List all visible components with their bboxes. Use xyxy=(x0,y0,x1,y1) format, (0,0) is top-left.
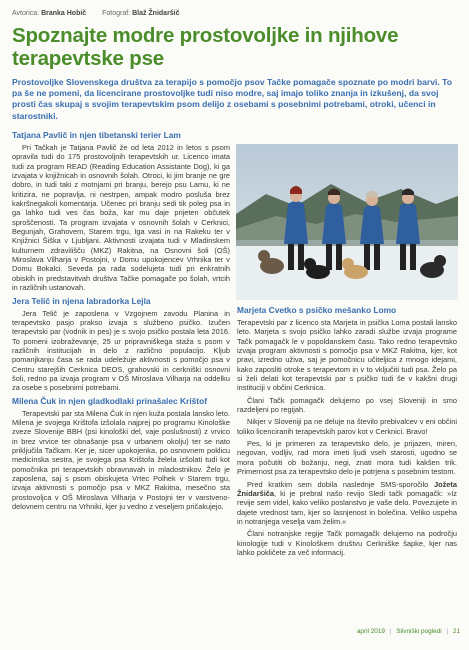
sms-intro: Pred kratkim sem dobila naslednje SMS-sporočilo xyxy=(247,479,434,489)
photographer-label: Fotograf: xyxy=(102,10,131,17)
sms-message: , ki je prebral našo revijo Sledi tačk pomagačk: »Iz revije sem videl, kako veliko poslanstvo je vaše delo. Povezujete in dajete vrednost tam, kjer so lasnjenost in bolečina. Veliko uspeha in notranjega veselja vam želim.« xyxy=(237,488,457,526)
heading-marjeta: Marjeta Cvetko s psičko mešanko Lomo xyxy=(237,305,397,315)
footer-divider: | xyxy=(389,628,392,635)
footer-page-number: 21 xyxy=(452,628,460,635)
author-label: Avtorica: xyxy=(12,10,40,17)
paragraph-regions: Člani Tačk pomagačk delujemo po vsej Sloveniji in smo razdeljeni po regijah. xyxy=(237,395,457,415)
heading-jera: Jera Telič in njena labradorka Lejla xyxy=(12,295,151,306)
article-title: Spoznajte modre prostovoljke in njihove terapevtske pse xyxy=(12,24,399,70)
footer-date: april 2019 xyxy=(356,628,385,635)
paragraph-milena: Terapevtski par sta Milena Čuk in njen kuža postala lansko leto. Milena je svojega Krištofa izšolala najprej po programu Kinološke zveze Slovenije BBH (psi kinološki del, vaje poslušnosti) z vrvico in brez vrvice ter obnašanje psa v urbanem okolju) ter se nato priključila Tačkam. Ker je, sicer upokojenka, po osnovnem poklicu medicinska sestra, je svojega psa Krištofa želela izšolati tudi kot pomočnika pri terapevtskih obravnavah in mladostnikov. Želo je zaposlena, saj s psom obiskujeta Vrtec Polhek v Starem trgu, izvaja aktivnosti s pomočjo psa v MKZ Rakitna, mesečno sta prostovoljca v OŠ Miroslava Vilharja v Postojni ter v varstveno-delovnem centru na Vrhniki, kjer ju vedno z veseljem pričakujejo. xyxy=(12,408,230,512)
credits-line xyxy=(12,10,452,17)
author-name: Branka Hobič xyxy=(41,10,87,17)
paragraph-regional-club: Člani notranjske regije Tačk pomagačk delujemo na področju kinologije tudi v Kinološkem društvu Cerkniške šapke, kjer nas lahko pokličete za več informacij. xyxy=(237,529,457,557)
heading-milena: Milena Čuk in njen gladkodlaki prinašalec Krištof xyxy=(12,395,207,406)
article-lead: Prostovoljke Slovenskega društva za terapijo s pomočjo psov Tačke pomagače spoznate po modri barvi. To pa še ne pomeni, da licencirane prostovoljke tudi niso modre, saj imajo toliko znanja in izkušenj, da svoj prosti čas skupaj s svojim terapevtskim psom delijo z osebami s posebnimi potrebami, otroki, učenci in starostniki. xyxy=(12,77,452,121)
volunteers-photo xyxy=(236,144,458,300)
right-column xyxy=(237,305,457,557)
paragraph-cerknica: Nikjer v Sloveniji pa ne deluje na število prebivalcev v eni občini toliko licenciranih terapevtskih parov kot v Cerknici. Bravo! xyxy=(237,417,457,436)
page-footer xyxy=(300,628,460,635)
footer-magazine: Slivniški pogledi xyxy=(396,628,442,635)
paragraph-jera: Jera Telič je zaposlena v Vzgojnem zavodu Planina in terapevtsko pasjo prakso izvaja s službeno psičko. Izučen terapevtski par (vodnik in pes) je s svojo psičko postala leta 2016. To pomeni izobraževanje, 25 ur pripravniškega staža s psom v različnih institucijah in delo z različno populacijo. Kljub pomanjkanju časa se rada udeležuje aktivnosti s pomočjo psa v Centru starejših Cerknica DEOS, grahovski in cerkniški osnovni šoli, redno pa izvaja program v OŠ Miroslava Vilharja na oddelku za osebe s posebnimi potrebami. xyxy=(12,308,230,393)
left-column xyxy=(12,130,230,511)
volunteers-photo-illustration xyxy=(236,144,458,300)
footer-divider: | xyxy=(446,628,449,635)
paragraph-marjeta: Terapevtski par z licenco sta Marjeta in psička Loma postali lansko leto. Marjeta s svojo psičko lahko zaradi službe izvaja programe Tačk pomagačk le v popoldanskem času. Tako redno terapevtsko izvaja program aktivnosti s pomočjo psa v MKZ Rakitna, kjer, kot pravi, izredno uživa, saj je pomočnicu učiteljica z mnogo idejami, kako zaposliti otroke s terapevtom in v to vključiti tudi psa. Želo pa si želi delati kot terapevtski par s psičko tudi še v kakšni drugi instituciji v občini Cerknica. xyxy=(237,318,457,393)
paragraph-tatjana: Pri Tačkah je Tatjana Pavlič že od leta 2012 in letos s psom opravila tudi do 175 prostovoljnih terapevtskih ur. Licenco imata tudi za program READ (Reading Education Assistante Dog), ki ga izvajata v knjižnicah in osnovnih šolah. Otroci, ki jim branje ne gre dobro, in tudi taki z motnjami pri branju, berejo psu Lamu, ki ne kritizira, ne popravlja, ni nestrpen, ampak modro posluša brez kakršnegakoli komentarja. Učenec pri branju sedi tik poleg psa in ga lahko tudi ves čas boža, kar mu daje prijeten občutek sproščenosti. Ta program izvajata v osnovnih šolah v Cerknici, Begunjah, Grahovem, Starem trgu, Iga vasi in na Rakeku ter v Knjižnici Šiška v Ljubljani. Aktivnosti izvajata tudi v Mladinskem kulturnem zdravilišču (MKZ) Rakitna, na Osnovni šoli (OŠ) Miroslava Vilharja v Postojni, v Domu upokojencev Vrhnika ter v Domu Bokalci. Seveda pa rada sodelujeta tudi pri enkratnih obiskih in predstavitvah društva Tačke pomagače po šolah, vrtcih in različnih ustanovah. xyxy=(12,143,230,293)
sms-author: Jožeta Žnidaršiča xyxy=(237,479,457,498)
heading-tatjana: Tatjana Pavlič in njen tibetanski terier Lam xyxy=(12,130,181,140)
paragraph-suitable-dog: Pes, ki je primeren za terapevtsko delo, je prijazen, miren, negovan, vodljiv, rad mora imeti ljudi vseh starosti, ugodno se mora počutiti ob božanju, negi, znati mora tudi kakšen trik. Primernost psa za terapevtsko delo je potrjena s posebnim testom. xyxy=(237,439,457,477)
photographer-name: Blaž Žnidaršič xyxy=(132,10,180,17)
paragraph-sms xyxy=(237,480,457,527)
